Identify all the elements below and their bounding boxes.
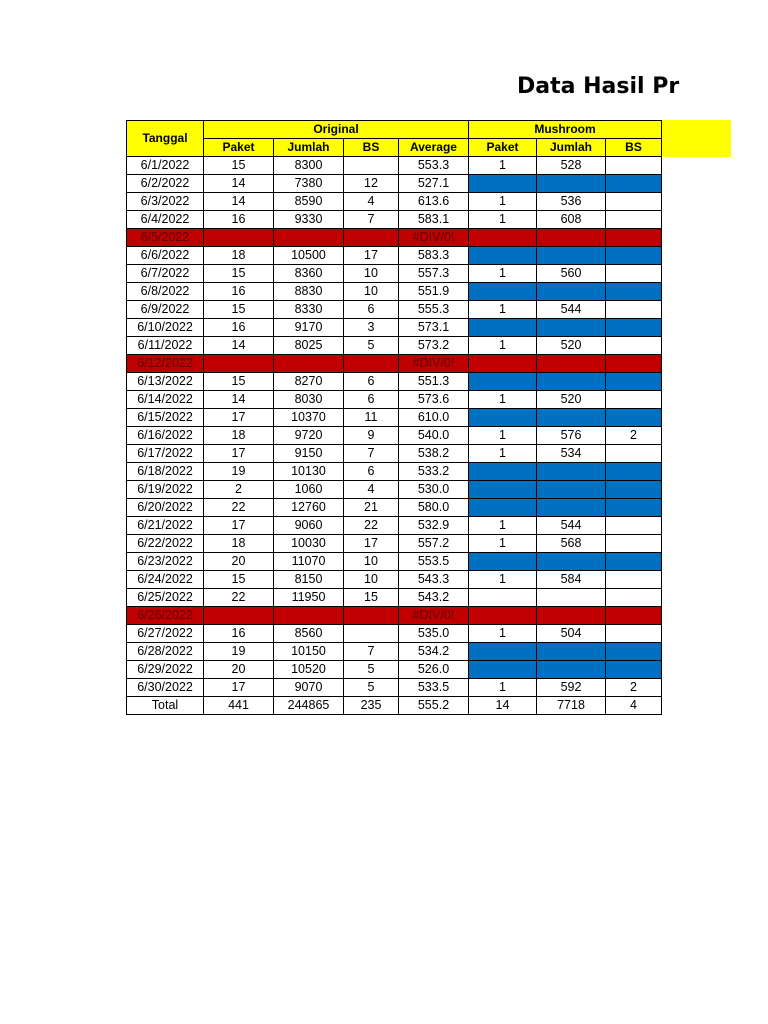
cell-paket[interactable]: 15 <box>204 265 274 283</box>
cell-paket[interactable]: 16 <box>204 283 274 301</box>
cell-jumlah[interactable]: 8360 <box>274 265 344 283</box>
cell-average[interactable]: 540.0 <box>399 427 469 445</box>
cell-date[interactable]: 6/12/2022 <box>127 355 204 373</box>
cell-mushroom-bs[interactable] <box>606 391 662 409</box>
cell-mushroom-jumlah[interactable] <box>537 283 606 301</box>
cell-jumlah[interactable] <box>274 229 344 247</box>
cell-date[interactable]: 6/15/2022 <box>127 409 204 427</box>
cell-average[interactable]: 543.2 <box>399 589 469 607</box>
cell-mushroom-bs[interactable] <box>606 535 662 553</box>
table-row <box>127 427 662 445</box>
cell-average[interactable]: 535.0 <box>399 625 469 643</box>
cell-bs[interactable]: 5 <box>344 661 399 679</box>
cell-paket[interactable]: 15 <box>204 373 274 391</box>
cell-average[interactable]: 553.3 <box>399 157 469 175</box>
table-row <box>127 337 662 355</box>
cell-paket[interactable]: 19 <box>204 643 274 661</box>
table-row <box>127 355 662 373</box>
cell-date[interactable]: 6/28/2022 <box>127 643 204 661</box>
cell-date[interactable]: 6/20/2022 <box>127 499 204 517</box>
header-original-average[interactable]: Average <box>399 139 469 157</box>
table-row <box>127 607 662 625</box>
header-mushroom-jumlah[interactable]: Jumlah <box>537 139 606 157</box>
header-original[interactable]: Original <box>204 121 469 139</box>
cell-jumlah[interactable]: 12760 <box>274 499 344 517</box>
cell-jumlah[interactable]: 8590 <box>274 193 344 211</box>
cell-average[interactable]: 534.2 <box>399 643 469 661</box>
cell-paket[interactable] <box>204 355 274 373</box>
cell-average[interactable]: 527.1 <box>399 175 469 193</box>
table-row <box>127 373 662 391</box>
cell-average[interactable]: 533.2 <box>399 463 469 481</box>
table-row <box>127 391 662 409</box>
cell-bs[interactable]: 21 <box>344 499 399 517</box>
cell-mushroom-paket[interactable] <box>469 319 537 337</box>
cell-mushroom-paket[interactable]: 1 <box>469 301 537 319</box>
cell-mushroom-bs[interactable] <box>606 661 662 679</box>
cell-jumlah[interactable]: 9060 <box>274 517 344 535</box>
cell-average[interactable]: 532.9 <box>399 517 469 535</box>
cell-date[interactable]: 6/1/2022 <box>127 157 204 175</box>
cell-average[interactable]: 573.2 <box>399 337 469 355</box>
cell-date[interactable]: 6/2/2022 <box>127 175 204 193</box>
cell-paket[interactable]: 16 <box>204 211 274 229</box>
cell-mushroom-paket[interactable]: 1 <box>469 535 537 553</box>
total-jumlah[interactable]: 244865 <box>274 697 344 715</box>
cell-jumlah[interactable]: 9330 <box>274 211 344 229</box>
cell-mushroom-bs[interactable] <box>606 589 662 607</box>
cell-mushroom-jumlah[interactable] <box>537 463 606 481</box>
cell-average[interactable]: #DIV/0! <box>399 229 469 247</box>
cell-jumlah[interactable]: 1060 <box>274 481 344 499</box>
cell-bs[interactable]: 10 <box>344 553 399 571</box>
cell-jumlah[interactable]: 10500 <box>274 247 344 265</box>
cell-bs[interactable] <box>344 229 399 247</box>
cell-paket[interactable] <box>204 229 274 247</box>
cell-jumlah[interactable]: 8150 <box>274 571 344 589</box>
cell-paket[interactable]: 20 <box>204 661 274 679</box>
cell-date[interactable]: 6/6/2022 <box>127 247 204 265</box>
cell-mushroom-bs[interactable] <box>606 247 662 265</box>
cell-bs[interactable]: 7 <box>344 445 399 463</box>
cell-mushroom-bs[interactable] <box>606 175 662 193</box>
cell-date[interactable]: 6/29/2022 <box>127 661 204 679</box>
table-row <box>127 157 662 175</box>
cell-average[interactable]: 555.3 <box>399 301 469 319</box>
cell-average[interactable]: 583.3 <box>399 247 469 265</box>
cell-jumlah[interactable] <box>274 355 344 373</box>
table-row <box>127 247 662 265</box>
table-row <box>127 301 662 319</box>
cell-mushroom-jumlah[interactable] <box>537 481 606 499</box>
cell-paket[interactable] <box>204 607 274 625</box>
cell-paket[interactable]: 22 <box>204 499 274 517</box>
cell-mushroom-paket[interactable] <box>469 229 537 247</box>
cell-mushroom-jumlah[interactable]: 544 <box>537 517 606 535</box>
cell-mushroom-paket[interactable]: 1 <box>469 571 537 589</box>
cell-paket[interactable]: 20 <box>204 553 274 571</box>
cell-bs[interactable]: 10 <box>344 265 399 283</box>
cell-bs[interactable] <box>344 625 399 643</box>
header-row-sub <box>127 139 662 157</box>
cell-average[interactable]: 526.0 <box>399 661 469 679</box>
cell-mushroom-bs[interactable] <box>606 643 662 661</box>
cell-mushroom-paket[interactable] <box>469 553 537 571</box>
cell-mushroom-paket[interactable] <box>469 409 537 427</box>
cell-jumlah[interactable]: 10520 <box>274 661 344 679</box>
cell-mushroom-bs[interactable] <box>606 517 662 535</box>
table-row <box>127 661 662 679</box>
cell-bs[interactable]: 17 <box>344 247 399 265</box>
table-row <box>127 679 662 697</box>
cell-mushroom-paket[interactable]: 1 <box>469 679 537 697</box>
cell-mushroom-jumlah[interactable] <box>537 607 606 625</box>
cell-jumlah[interactable]: 8560 <box>274 625 344 643</box>
cell-paket[interactable]: 18 <box>204 427 274 445</box>
cell-average[interactable]: 613.6 <box>399 193 469 211</box>
cell-paket[interactable]: 18 <box>204 247 274 265</box>
cell-bs[interactable]: 9 <box>344 427 399 445</box>
table-row <box>127 535 662 553</box>
cell-jumlah[interactable]: 8030 <box>274 391 344 409</box>
production-table <box>126 120 662 715</box>
total-mushroom-jumlah[interactable]: 7718 <box>537 697 606 715</box>
cell-mushroom-jumlah[interactable] <box>537 643 606 661</box>
total-label[interactable]: Total <box>127 697 204 715</box>
cell-jumlah[interactable]: 10370 <box>274 409 344 427</box>
cell-mushroom-jumlah[interactable] <box>537 319 606 337</box>
cell-mushroom-bs[interactable] <box>606 409 662 427</box>
cell-mushroom-bs[interactable] <box>606 319 662 337</box>
cell-bs[interactable] <box>344 157 399 175</box>
cell-mushroom-paket[interactable] <box>469 499 537 517</box>
header-tanggal[interactable]: Tanggal <box>127 121 204 157</box>
cell-average[interactable]: #DIV/0! <box>399 607 469 625</box>
table-row <box>127 283 662 301</box>
cell-mushroom-paket[interactable] <box>469 175 537 193</box>
table-row <box>127 589 662 607</box>
cell-mushroom-paket[interactable] <box>469 247 537 265</box>
cell-paket[interactable]: 16 <box>204 625 274 643</box>
cell-date[interactable]: 6/10/2022 <box>127 319 204 337</box>
table-row <box>127 175 662 193</box>
table-row <box>127 445 662 463</box>
cell-paket[interactable]: 17 <box>204 517 274 535</box>
cell-mushroom-bs[interactable] <box>606 157 662 175</box>
cell-mushroom-bs[interactable] <box>606 373 662 391</box>
cell-mushroom-jumlah[interactable] <box>537 553 606 571</box>
cell-date[interactable]: 6/16/2022 <box>127 427 204 445</box>
cell-mushroom-jumlah[interactable] <box>537 409 606 427</box>
cell-mushroom-paket[interactable]: 1 <box>469 445 537 463</box>
cell-mushroom-paket[interactable]: 1 <box>469 427 537 445</box>
cell-jumlah[interactable] <box>274 607 344 625</box>
total-mushroom-bs[interactable]: 4 <box>606 697 662 715</box>
cell-paket[interactable]: 17 <box>204 409 274 427</box>
cell-mushroom-bs[interactable] <box>606 301 662 319</box>
cell-bs[interactable]: 15 <box>344 589 399 607</box>
cell-mushroom-jumlah[interactable]: 560 <box>537 265 606 283</box>
cell-date[interactable]: 6/18/2022 <box>127 463 204 481</box>
cell-average[interactable]: 573.1 <box>399 319 469 337</box>
header-mushroom-paket[interactable]: Paket <box>469 139 537 157</box>
table-body <box>127 157 662 697</box>
cell-paket[interactable]: 16 <box>204 319 274 337</box>
cell-average[interactable]: 580.0 <box>399 499 469 517</box>
table-row <box>127 463 662 481</box>
cell-average[interactable]: 557.2 <box>399 535 469 553</box>
cell-mushroom-bs[interactable] <box>606 571 662 589</box>
cell-bs[interactable]: 17 <box>344 535 399 553</box>
header-original-bs[interactable]: BS <box>344 139 399 157</box>
cell-jumlah[interactable]: 8300 <box>274 157 344 175</box>
table-row <box>127 319 662 337</box>
cell-jumlah[interactable]: 8025 <box>274 337 344 355</box>
cell-mushroom-jumlah[interactable] <box>537 499 606 517</box>
cell-mushroom-jumlah[interactable]: 592 <box>537 679 606 697</box>
cell-mushroom-jumlah[interactable]: 608 <box>537 211 606 229</box>
cell-jumlah[interactable]: 8330 <box>274 301 344 319</box>
cell-mushroom-bs[interactable] <box>606 499 662 517</box>
cell-bs[interactable]: 12 <box>344 175 399 193</box>
cell-date[interactable]: 6/21/2022 <box>127 517 204 535</box>
table-row <box>127 409 662 427</box>
cell-average[interactable]: 557.3 <box>399 265 469 283</box>
cell-mushroom-paket[interactable] <box>469 589 537 607</box>
cell-mushroom-bs[interactable] <box>606 337 662 355</box>
table-row <box>127 229 662 247</box>
cell-paket[interactable]: 2 <box>204 481 274 499</box>
table-row <box>127 571 662 589</box>
cell-mushroom-bs[interactable] <box>606 553 662 571</box>
total-bs[interactable]: 235 <box>344 697 399 715</box>
cell-bs[interactable]: 3 <box>344 319 399 337</box>
cell-bs[interactable]: 6 <box>344 463 399 481</box>
cell-date[interactable]: 6/5/2022 <box>127 229 204 247</box>
header-mushroom[interactable]: Mushroom <box>469 121 662 139</box>
cell-mushroom-jumlah[interactable]: 520 <box>537 337 606 355</box>
cell-jumlah[interactable]: 7380 <box>274 175 344 193</box>
cell-date[interactable]: 6/27/2022 <box>127 625 204 643</box>
cell-mushroom-jumlah[interactable]: 504 <box>537 625 606 643</box>
cell-date[interactable]: 6/17/2022 <box>127 445 204 463</box>
cell-date[interactable]: 6/26/2022 <box>127 607 204 625</box>
cell-average[interactable]: 610.0 <box>399 409 469 427</box>
table-row <box>127 625 662 643</box>
cell-jumlah[interactable]: 9150 <box>274 445 344 463</box>
cell-mushroom-jumlah[interactable] <box>537 589 606 607</box>
cell-mushroom-paket[interactable] <box>469 643 537 661</box>
cell-mushroom-jumlah[interactable] <box>537 247 606 265</box>
cell-mushroom-paket[interactable]: 1 <box>469 193 537 211</box>
cell-mushroom-jumlah[interactable]: 576 <box>537 427 606 445</box>
cell-jumlah[interactable]: 11070 <box>274 553 344 571</box>
cell-date[interactable]: 6/13/2022 <box>127 373 204 391</box>
cell-bs[interactable]: 10 <box>344 283 399 301</box>
total-mushroom-paket[interactable]: 14 <box>469 697 537 715</box>
cell-date[interactable]: 6/22/2022 <box>127 535 204 553</box>
cell-bs[interactable]: 4 <box>344 481 399 499</box>
cell-date[interactable]: 6/3/2022 <box>127 193 204 211</box>
cell-bs[interactable]: 5 <box>344 337 399 355</box>
table-row <box>127 643 662 661</box>
cell-average[interactable]: 573.6 <box>399 391 469 409</box>
cell-average[interactable]: 543.3 <box>399 571 469 589</box>
cell-paket[interactable]: 19 <box>204 463 274 481</box>
cell-mushroom-jumlah[interactable]: 544 <box>537 301 606 319</box>
header-mushroom-bs[interactable]: BS <box>606 139 662 157</box>
cell-mushroom-bs[interactable] <box>606 463 662 481</box>
cell-mushroom-bs[interactable]: 2 <box>606 427 662 445</box>
table-row <box>127 265 662 283</box>
cell-mushroom-bs[interactable]: 2 <box>606 679 662 697</box>
cell-jumlah[interactable]: 10150 <box>274 643 344 661</box>
total-row <box>127 697 662 715</box>
table-row <box>127 499 662 517</box>
cell-date[interactable]: 6/14/2022 <box>127 391 204 409</box>
cell-mushroom-jumlah[interactable]: 534 <box>537 445 606 463</box>
header-row-group <box>127 121 662 139</box>
cell-mushroom-paket[interactable]: 1 <box>469 517 537 535</box>
cell-average[interactable]: 551.9 <box>399 283 469 301</box>
cell-mushroom-paket[interactable] <box>469 661 537 679</box>
cell-bs[interactable]: 4 <box>344 193 399 211</box>
cell-mushroom-paket[interactable]: 1 <box>469 391 537 409</box>
cell-date[interactable]: 6/7/2022 <box>127 265 204 283</box>
cell-mushroom-bs[interactable] <box>606 193 662 211</box>
cell-mushroom-jumlah[interactable] <box>537 175 606 193</box>
cell-mushroom-bs[interactable] <box>606 355 662 373</box>
cell-paket[interactable]: 14 <box>204 175 274 193</box>
cell-average[interactable]: 533.5 <box>399 679 469 697</box>
cell-bs[interactable]: 5 <box>344 679 399 697</box>
cell-date[interactable]: 6/24/2022 <box>127 571 204 589</box>
cell-mushroom-bs[interactable] <box>606 211 662 229</box>
cell-bs[interactable]: 22 <box>344 517 399 535</box>
header-original-jumlah[interactable]: Jumlah <box>274 139 344 157</box>
cell-paket[interactable]: 14 <box>204 193 274 211</box>
table-row <box>127 193 662 211</box>
cell-paket[interactable]: 14 <box>204 391 274 409</box>
cell-date[interactable]: 6/4/2022 <box>127 211 204 229</box>
header-fill-overflow <box>661 120 731 157</box>
cell-mushroom-bs[interactable] <box>606 607 662 625</box>
cell-bs[interactable]: 11 <box>344 409 399 427</box>
cell-bs[interactable]: 6 <box>344 301 399 319</box>
cell-paket[interactable]: 14 <box>204 337 274 355</box>
cell-jumlah[interactable]: 10030 <box>274 535 344 553</box>
cell-bs[interactable]: 7 <box>344 643 399 661</box>
cell-mushroom-bs[interactable] <box>606 265 662 283</box>
cell-average[interactable]: #DIV/0! <box>399 355 469 373</box>
cell-mushroom-paket[interactable] <box>469 355 537 373</box>
cell-mushroom-jumlah[interactable]: 584 <box>537 571 606 589</box>
cell-average[interactable]: 551.3 <box>399 373 469 391</box>
cell-date[interactable]: 6/23/2022 <box>127 553 204 571</box>
cell-paket[interactable]: 15 <box>204 157 274 175</box>
cell-mushroom-paket[interactable] <box>469 607 537 625</box>
cell-bs[interactable]: 7 <box>344 211 399 229</box>
cell-jumlah[interactable]: 9170 <box>274 319 344 337</box>
cell-mushroom-jumlah[interactable] <box>537 661 606 679</box>
cell-mushroom-jumlah[interactable]: 528 <box>537 157 606 175</box>
table-row <box>127 211 662 229</box>
table-row <box>127 553 662 571</box>
cell-paket[interactable]: 15 <box>204 571 274 589</box>
cell-date[interactable]: 6/30/2022 <box>127 679 204 697</box>
cell-mushroom-paket[interactable] <box>469 463 537 481</box>
cell-mushroom-bs[interactable] <box>606 625 662 643</box>
cell-jumlah[interactable]: 8270 <box>274 373 344 391</box>
cell-date[interactable]: 6/11/2022 <box>127 337 204 355</box>
cell-date[interactable]: 6/19/2022 <box>127 481 204 499</box>
cell-bs[interactable]: 6 <box>344 391 399 409</box>
cell-jumlah[interactable]: 11950 <box>274 589 344 607</box>
table-row <box>127 481 662 499</box>
cell-mushroom-jumlah[interactable]: 520 <box>537 391 606 409</box>
table-row <box>127 517 662 535</box>
cell-mushroom-bs[interactable] <box>606 445 662 463</box>
cell-mushroom-jumlah[interactable] <box>537 355 606 373</box>
cell-mushroom-paket[interactable]: 1 <box>469 265 537 283</box>
cell-mushroom-paket[interactable]: 1 <box>469 211 537 229</box>
cell-paket[interactable]: 17 <box>204 679 274 697</box>
cell-mushroom-paket[interactable] <box>469 481 537 499</box>
cell-mushroom-paket[interactable]: 1 <box>469 337 537 355</box>
cell-jumlah[interactable]: 10130 <box>274 463 344 481</box>
cell-bs[interactable] <box>344 607 399 625</box>
cell-mushroom-paket[interactable] <box>469 283 537 301</box>
cell-mushroom-paket[interactable]: 1 <box>469 625 537 643</box>
cell-jumlah[interactable]: 9070 <box>274 679 344 697</box>
cell-paket[interactable]: 15 <box>204 301 274 319</box>
cell-mushroom-jumlah[interactable]: 568 <box>537 535 606 553</box>
cell-mushroom-jumlah[interactable] <box>537 229 606 247</box>
cell-mushroom-paket[interactable]: 1 <box>469 157 537 175</box>
cell-jumlah[interactable]: 8830 <box>274 283 344 301</box>
cell-mushroom-paket[interactable] <box>469 373 537 391</box>
cell-paket[interactable]: 18 <box>204 535 274 553</box>
cell-mushroom-bs[interactable] <box>606 283 662 301</box>
cell-mushroom-jumlah[interactable]: 536 <box>537 193 606 211</box>
cell-bs[interactable]: 10 <box>344 571 399 589</box>
cell-paket[interactable]: 17 <box>204 445 274 463</box>
cell-mushroom-jumlah[interactable] <box>537 373 606 391</box>
cell-average[interactable]: 530.0 <box>399 481 469 499</box>
cell-paket[interactable]: 22 <box>204 589 274 607</box>
cell-jumlah[interactable]: 9720 <box>274 427 344 445</box>
cell-bs[interactable]: 6 <box>344 373 399 391</box>
cell-average[interactable]: 553.5 <box>399 553 469 571</box>
cell-date[interactable]: 6/8/2022 <box>127 283 204 301</box>
cell-date[interactable]: 6/9/2022 <box>127 301 204 319</box>
cell-average[interactable]: 538.2 <box>399 445 469 463</box>
cell-average[interactable]: 583.1 <box>399 211 469 229</box>
cell-mushroom-bs[interactable] <box>606 481 662 499</box>
cell-date[interactable]: 6/25/2022 <box>127 589 204 607</box>
total-paket[interactable]: 441 <box>204 697 274 715</box>
total-average[interactable]: 555.2 <box>399 697 469 715</box>
cell-bs[interactable] <box>344 355 399 373</box>
sheet-title: Data Hasil Pr <box>517 74 680 99</box>
cell-mushroom-bs[interactable] <box>606 229 662 247</box>
header-original-paket[interactable]: Paket <box>204 139 274 157</box>
